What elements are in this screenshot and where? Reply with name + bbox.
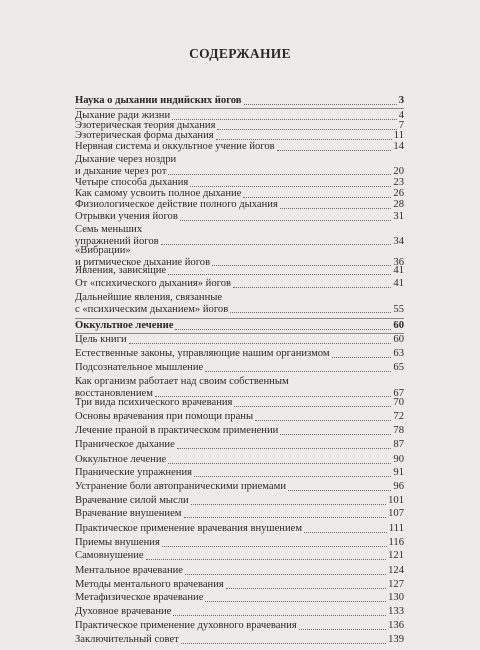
toc-entry [75, 550, 404, 562]
toc-page-number: 60 [393, 320, 404, 331]
toc-page-number: 87 [393, 439, 404, 450]
toc-entry [75, 439, 404, 451]
dot-leader [280, 433, 391, 435]
dot-leader [194, 475, 391, 477]
toc-entry [75, 411, 404, 423]
toc-entry-title: Практическое применение духовного врачевания [75, 620, 297, 631]
toc-page-number: 121 [388, 550, 404, 561]
toc-entry [75, 376, 404, 399]
toc-page-number: 70 [393, 397, 404, 408]
toc-entry [75, 634, 404, 646]
toc-entry-title: Эзотерическая теория дыхания [75, 120, 216, 131]
dot-leader [299, 628, 386, 630]
toc-entry [75, 523, 404, 535]
dot-leader [304, 531, 387, 533]
toc-page-number: 136 [388, 620, 404, 631]
toc-entry [75, 454, 404, 466]
dot-leader [162, 545, 387, 547]
toc-entry [75, 620, 404, 632]
toc-page-number: 116 [388, 537, 404, 548]
dot-leader [226, 587, 386, 589]
dot-leader [191, 503, 386, 505]
toc-page-number: 101 [388, 495, 404, 506]
toc-entry-title: восстановлением [75, 387, 153, 399]
toc-page-number: 130 [388, 592, 404, 603]
toc-entry-title: Пранические упражнения [75, 467, 193, 478]
toc-entry-title: Заключительный совет [75, 634, 179, 645]
toc-entry-title: Дыхание ради жизни [75, 110, 171, 121]
toc-page-number: 111 [388, 523, 404, 534]
dot-leader [129, 342, 392, 344]
toc-entry-title: Дальнейшие явления, связанные [75, 292, 223, 303]
toc-page-number: 127 [388, 579, 404, 590]
toc-entry [75, 348, 404, 360]
toc-page-number: 78 [393, 425, 404, 436]
toc-entry-title: Эзотерическая форма дыхания [75, 130, 214, 141]
toc-entry [75, 397, 404, 409]
toc-entry-title: «Вибрации» [75, 245, 131, 256]
toc-entry [75, 199, 404, 211]
toc-entry-title: упражнений йогов [75, 235, 159, 247]
toc-entry-title: От «психического дыхания» йогов [75, 278, 232, 289]
toc-entry-title: Ментальное врачевание [75, 565, 183, 576]
toc-page-number: 26 [393, 188, 404, 199]
toc-page-number: 67 [393, 387, 404, 399]
dot-leader [180, 219, 392, 221]
toc-entry-title: Как организм работает над своим собственным [75, 376, 289, 387]
toc-entry [75, 579, 404, 591]
dot-leader [168, 173, 391, 175]
toc-page-number: 11 [393, 130, 404, 141]
dot-leader [332, 356, 392, 358]
toc-entry [75, 130, 404, 142]
dot-leader [168, 273, 391, 275]
dot-leader [181, 642, 386, 644]
toc-entry-title: Четыре способа дыхания [75, 177, 189, 188]
toc-entry-title: Праническое дыхание [75, 439, 175, 450]
dot-leader [185, 573, 386, 575]
toc-entry [75, 362, 404, 374]
toc-entry-title: Три вида психического врачевания [75, 397, 233, 408]
toc-page-number: 23 [393, 177, 404, 188]
toc-entry-title: Устранение боли автопраническими приемами [75, 481, 287, 492]
dot-leader [190, 185, 391, 187]
toc-page-number: 41 [393, 278, 404, 289]
toc-entry [75, 606, 404, 618]
toc-section-heading [75, 95, 404, 107]
toc-entry-title: Приемы внушения [75, 537, 160, 548]
dot-leader [277, 149, 392, 151]
toc-entry [75, 334, 404, 346]
toc-page-number: 63 [393, 348, 404, 359]
toc-entry-title: Духовное врачевание [75, 606, 172, 617]
toc-page-number: 14 [393, 141, 404, 152]
toc-page-number: 96 [393, 481, 404, 492]
toc-page-number: 7 [398, 120, 404, 131]
toc-page-number: 107 [388, 508, 404, 519]
toc-page-number: 90 [393, 454, 404, 465]
toc-entry [75, 141, 404, 153]
toc-entry-title: Явления, зависящие [75, 265, 167, 276]
toc-entry-title: Наука о дыхании индийских йогов [75, 95, 242, 106]
toc-page-number: 41 [393, 265, 404, 276]
toc-entry-title: Как самому усвоить полное дыхание [75, 188, 242, 199]
toc-page-number: 124 [388, 565, 404, 576]
toc-entry-title: Оккультное лечение [75, 320, 174, 331]
dot-leader [243, 196, 391, 198]
toc-entry-title: Подсознательное мышление [75, 362, 204, 373]
toc-entry [75, 425, 404, 437]
dot-leader [230, 311, 391, 313]
toc-entry [75, 467, 404, 479]
toc-entry [75, 592, 404, 604]
divider [75, 318, 404, 319]
toc-page-number: 4 [398, 110, 404, 121]
toc-entry-title: Методы ментального врачевания [75, 579, 224, 590]
toc-entry-title: и дыхание через рот [75, 165, 167, 177]
dot-leader [255, 419, 391, 421]
toc-entry [75, 224, 404, 247]
toc-entry-title: Естественные законы, управляющие нашим организмом [75, 348, 330, 359]
toc-entry-title: Цель книги [75, 334, 127, 345]
dot-leader [205, 600, 386, 602]
dot-leader [175, 328, 391, 330]
toc-entry-title: Метафизическое врачевание [75, 592, 204, 603]
toc-page-number: 139 [388, 634, 404, 645]
toc-entry [75, 211, 404, 223]
toc-page-number: 60 [393, 334, 404, 345]
toc-entry-title: и ритмическое дыхание йогов [75, 256, 211, 268]
toc-section-heading [75, 320, 404, 332]
dot-leader [288, 489, 391, 491]
toc-entry-title: Отрывки учения йогов [75, 211, 178, 222]
toc-entry-title: Оккультное лечение [75, 454, 167, 465]
dot-leader [280, 207, 392, 209]
toc-entry-title: Практическое применение врачевания внушением [75, 523, 303, 534]
toc-entry-title: Дыхание через ноздри [75, 154, 177, 165]
toc-page-number: 91 [393, 467, 404, 478]
toc-entry-title: Лечение праной в практическом применении [75, 425, 279, 436]
toc-entry [75, 481, 404, 493]
toc-page-number: 3 [398, 95, 404, 106]
dot-leader [244, 103, 397, 105]
toc-entry [75, 495, 404, 507]
dot-leader [168, 462, 391, 464]
toc-entry-title: Нервная система и оккультное учение йогов [75, 141, 275, 152]
toc-page-number: 20 [393, 165, 404, 177]
toc-entry [75, 537, 404, 549]
dot-leader [146, 558, 386, 560]
toc-page-number: 55 [393, 303, 404, 315]
dot-leader [234, 405, 391, 407]
toc-entry [75, 565, 404, 577]
toc-entry-title: Основы врачевания при помощи праны [75, 411, 254, 422]
toc-page-number: 36 [393, 256, 404, 268]
toc-entry-title: Врачевание силой мысли [75, 495, 189, 506]
toc-entry-title: Самовнушение [75, 550, 144, 561]
toc-entry [75, 278, 404, 290]
dot-leader [205, 370, 391, 372]
toc-page-number: 28 [393, 199, 404, 210]
toc-page-number: 31 [393, 211, 404, 222]
toc-entry-title: с «психическим дыханием» йогов [75, 303, 229, 315]
toc-entry-title: Врачевание внушением [75, 508, 182, 519]
toc-page-number: 34 [393, 235, 404, 247]
toc-page-number: 72 [393, 411, 404, 422]
toc-entry-title: Семь меньших [75, 224, 143, 235]
toc-page-number: 133 [388, 606, 404, 617]
toc-entry [75, 154, 404, 177]
toc-entry [75, 188, 404, 200]
page-title: СОДЕРЖАНИЕ [189, 46, 291, 61]
dot-leader [233, 286, 391, 288]
toc-entry [75, 292, 404, 315]
toc-entry [75, 508, 404, 520]
divider [75, 108, 404, 109]
dot-leader [177, 447, 392, 449]
toc-page-number: 65 [393, 362, 404, 373]
toc-entry [75, 265, 404, 277]
dot-leader [173, 614, 386, 616]
dot-leader [184, 516, 387, 518]
dot-leader [216, 138, 392, 140]
toc-entry [75, 177, 404, 189]
toc-entry-title: Физиологическое действие полного дыхания [75, 199, 278, 210]
